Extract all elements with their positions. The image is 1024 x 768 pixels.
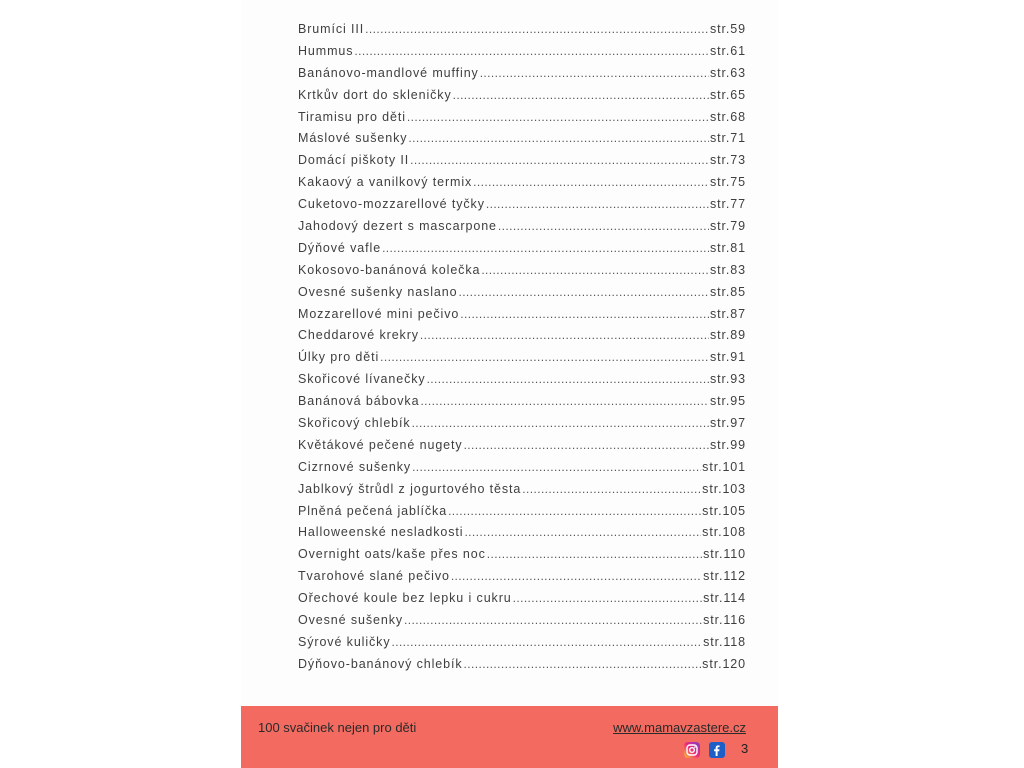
toc-entry-page: str.81: [710, 240, 746, 255]
toc-entry-title: Ovesné sušenky naslano: [298, 284, 458, 299]
toc-leader-dots: [365, 22, 709, 36]
toc-entry-page: str.101: [702, 459, 746, 474]
toc-leader-dots: [486, 197, 709, 211]
toc-leader-dots: [480, 66, 709, 80]
facebook-icon[interactable]: [709, 742, 725, 758]
toc-entry-page: str.59: [710, 22, 746, 36]
toc-entry[interactable]: [298, 394, 746, 416]
toc-entry-page: str.110: [703, 547, 746, 562]
toc-entry-title: Tiramisu pro děti: [298, 109, 406, 124]
toc-entry-page: str.95: [710, 394, 746, 409]
toc-leader-dots: [522, 482, 701, 496]
toc-leader-dots: [498, 219, 709, 233]
toc-entry[interactable]: [298, 569, 746, 591]
toc-entry[interactable]: [298, 219, 746, 241]
toc-leader-dots: [487, 547, 702, 561]
toc-entry-title: Dýňovo-banánový chlebík: [298, 656, 463, 671]
toc-entry-page: str.61: [710, 43, 746, 58]
toc-entry[interactable]: [298, 153, 746, 175]
toc-entry-title: Brumíci III: [298, 22, 365, 36]
toc-leader-dots: [412, 416, 709, 430]
book-title: 100 svačinek nejen pro děti: [258, 720, 417, 735]
toc-leader-dots: [354, 44, 709, 58]
toc-entry[interactable]: [298, 175, 746, 197]
toc-entry-title: Jahodový dezert s mascarpone: [298, 219, 497, 234]
toc-entry[interactable]: [298, 613, 746, 635]
toc-entry[interactable]: [298, 525, 746, 547]
toc-entry-title: Skořicový chlebík: [298, 416, 411, 431]
toc-entry[interactable]: [298, 350, 746, 372]
toc-entry-title: Dýňové vafle: [298, 240, 382, 255]
toc-entry[interactable]: [298, 263, 746, 285]
toc-entry-page: str.75: [710, 175, 746, 190]
toc-entry[interactable]: [298, 635, 746, 657]
toc-leader-dots: [453, 88, 709, 102]
toc-entry-title: Overnight oats/kaše přes noc: [298, 547, 486, 562]
toc-entry-title: Skořicové lívanečky: [298, 372, 426, 387]
toc-entry[interactable]: [298, 438, 746, 460]
toc-entry-page: str.79: [710, 219, 746, 234]
toc-entry-page: str.112: [703, 569, 746, 584]
toc-leader-dots: [382, 241, 709, 255]
toc-leader-dots: [464, 657, 702, 671]
toc-entry[interactable]: [298, 482, 746, 504]
toc-entry-title: Kokosovo-banánová kolečka: [298, 262, 481, 277]
toc-entry-page: str.99: [710, 437, 746, 452]
toc-entry[interactable]: [298, 44, 746, 66]
toc-entry-title: Plněná pečená jablíčka: [298, 503, 448, 518]
toc-entry-page: str.89: [710, 328, 746, 343]
toc-entry-title: Květákové pečené nugety: [298, 437, 463, 452]
toc-entry-title: Krtkův dort do skleničky: [298, 87, 452, 102]
toc-entry-page: str.83: [710, 262, 746, 277]
toc-entry[interactable]: [298, 460, 746, 482]
toc-entry-title: Jablkový štrůdl z jogurtového těsta: [298, 481, 522, 496]
toc-leader-dots: [427, 372, 709, 386]
toc-entry-page: str.73: [710, 153, 746, 168]
toc-entry-title: Ořechové koule bez lepku i cukru: [298, 591, 512, 606]
toc-entry-page: str.63: [710, 65, 746, 80]
toc-entry[interactable]: [298, 241, 746, 263]
toc-entry-title: Kakaový a vanilkový termix: [298, 175, 473, 190]
toc-entry-title: Sýrové kuličky: [298, 634, 391, 649]
toc-entry-title: Úlky pro děti: [298, 350, 380, 365]
toc-leader-dots: [473, 175, 709, 189]
toc-entry-page: str.103: [702, 481, 746, 496]
toc-leader-dots: [420, 394, 709, 408]
toc-entry-page: str.120: [702, 656, 746, 671]
toc-entry[interactable]: [298, 22, 746, 44]
table-of-contents: [298, 22, 746, 679]
toc-entry-page: str.118: [703, 634, 746, 649]
toc-entry[interactable]: [298, 131, 746, 153]
toc-entry-title: Banánovo-mandlové muffiny: [298, 65, 479, 80]
toc-entry-page: str.65: [710, 87, 746, 102]
toc-entry-title: Domácí piškoty II: [298, 153, 410, 168]
toc-entry-title: Mozzarellové mini pečivo: [298, 306, 460, 321]
toc-leader-dots: [404, 613, 702, 627]
toc-entry-page: str.105: [702, 503, 746, 518]
toc-entry-title: Cheddarové krekry: [298, 328, 419, 343]
toc-entry-title: Hummus: [298, 43, 354, 58]
toc-entry-title: Tvarohové slané pečivo: [298, 569, 450, 584]
toc-entry-page: str.91: [710, 350, 746, 365]
page-number: 3: [741, 741, 749, 756]
toc-leader-dots: [481, 263, 709, 277]
toc-entry[interactable]: [298, 416, 746, 438]
toc-entry-page: str.77: [710, 197, 746, 212]
toc-entry[interactable]: [298, 657, 746, 679]
toc-entry[interactable]: [298, 307, 746, 329]
toc-leader-dots: [380, 350, 709, 364]
toc-entry-page: str.68: [710, 109, 746, 124]
toc-entry[interactable]: [298, 88, 746, 110]
toc-entry-page: str.85: [710, 284, 746, 299]
toc-entry[interactable]: [298, 328, 746, 350]
toc-entry-title: Máslové sušenky: [298, 131, 408, 146]
toc-entry-page: str.116: [703, 613, 746, 628]
toc-leader-dots: [420, 328, 709, 342]
toc-leader-dots: [513, 591, 702, 605]
instagram-icon[interactable]: [684, 742, 700, 758]
toc-leader-dots: [408, 131, 709, 145]
toc-leader-dots: [410, 153, 709, 167]
toc-entry[interactable]: [298, 504, 746, 526]
toc-entry-page: str.71: [710, 131, 746, 146]
toc-entry-page: str.87: [710, 306, 746, 321]
toc-entry[interactable]: [298, 110, 746, 132]
toc-entry[interactable]: [298, 66, 746, 88]
toc-entry[interactable]: [298, 372, 746, 394]
toc-entry-title: Ovesné sušenky: [298, 613, 404, 628]
toc-entry-page: str.97: [710, 416, 746, 431]
toc-entry-page: str.114: [703, 591, 746, 606]
toc-entry-page: str.108: [702, 525, 746, 540]
toc-leader-dots: [391, 635, 702, 649]
toc-leader-dots: [464, 438, 709, 452]
toc-leader-dots: [458, 285, 709, 299]
toc-entry[interactable]: [298, 285, 746, 307]
toc-entry-title: Cuketovo-mozzarellové tyčky: [298, 197, 485, 212]
toc-entry[interactable]: [298, 591, 746, 613]
toc-leader-dots: [464, 525, 701, 539]
toc-entry[interactable]: [298, 197, 746, 219]
toc-entry-page: str.93: [710, 372, 746, 387]
toc-leader-dots: [412, 460, 701, 474]
toc-entry-title: Halloweenské nesladkosti: [298, 525, 464, 540]
toc-leader-dots: [448, 504, 701, 518]
toc-entry-title: Banánová bábovka: [298, 394, 420, 409]
page-footer: [241, 706, 778, 768]
toc-leader-dots: [460, 307, 709, 321]
toc-leader-dots: [451, 569, 702, 583]
website-link[interactable]: www.mamavzastere.cz: [613, 720, 746, 735]
toc-entry-title: Cizrnové sušenky: [298, 459, 412, 474]
social-icons: [684, 742, 725, 758]
toc-leader-dots: [407, 110, 709, 124]
toc-entry[interactable]: [298, 547, 746, 569]
